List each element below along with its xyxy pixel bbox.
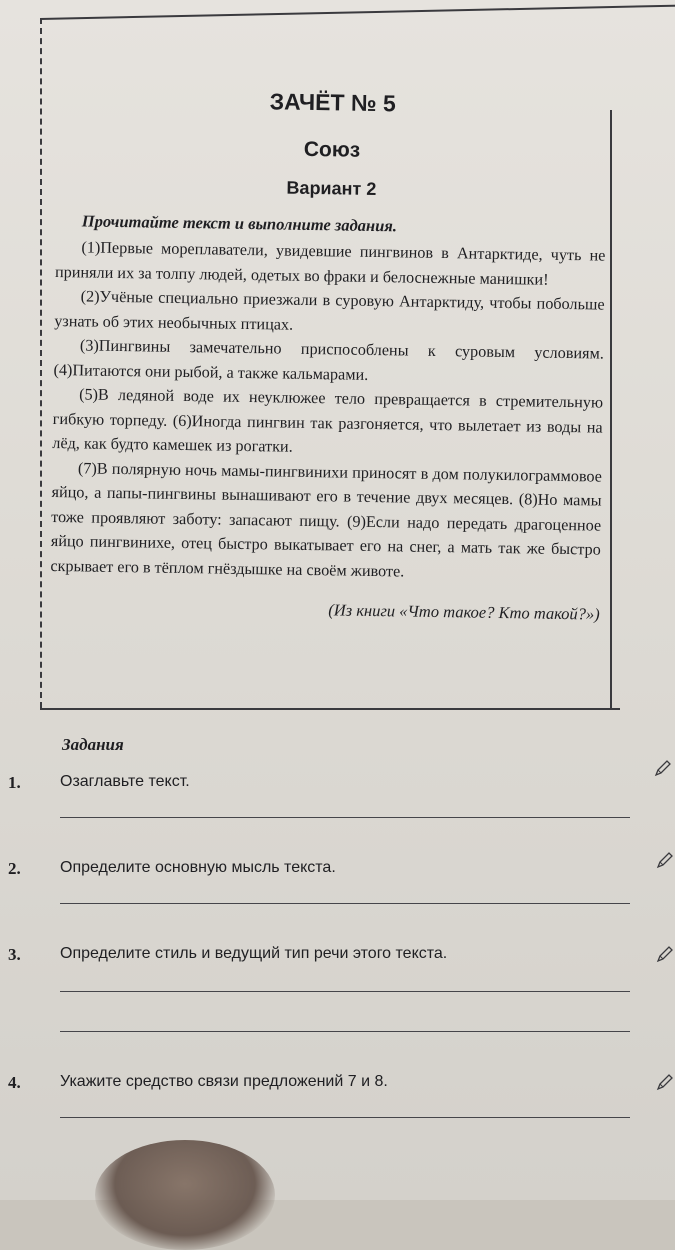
paragraph-4: (5)В ледяной воде их неуклюжее тело превращается в стремительную гибкую торпеду. (6)Иногда пингвин так разгоняется, что вылетает из воды на лёд, как будто камешек из рогатки. bbox=[52, 385, 604, 456]
tasks-heading: Задания bbox=[62, 735, 124, 754]
task-text: Определите основную мысль текста. bbox=[60, 859, 336, 876]
task-text: Озаглавьте текст. bbox=[60, 773, 190, 790]
task-number: 1. bbox=[8, 773, 21, 792]
frame-bottom-border bbox=[40, 708, 620, 710]
task-3 bbox=[8, 945, 648, 1073]
finger-thumb bbox=[95, 1140, 275, 1250]
task-number: 3. bbox=[8, 945, 21, 964]
frame-right-border bbox=[610, 110, 612, 710]
pencil-icon bbox=[656, 851, 674, 869]
paragraph-1: (1)Первые мореплаватели, увидевшие пингвинов в Антарктиде, чуть не приняли их за толпу людей, одетых во фраки и белоснежные манишки! bbox=[54, 238, 606, 289]
answer-line[interactable] bbox=[60, 903, 630, 904]
test-title: ЗАЧЁТ № 5 bbox=[269, 88, 396, 117]
tasks-section bbox=[8, 735, 648, 1159]
pencil-icon bbox=[654, 759, 672, 777]
task-number: 4. bbox=[8, 1073, 21, 1092]
paragraph-5: (7)В полярную ночь мамы-пингвинихи приносят в дом полукилограммовое яйцо, а папы-пингвины вынашивают его в течение двух месяцев. (8)Но мамы тоже проявляют заботу: запасают пищу. (9)Если надо передать драгоценное яйцо пингвинихе, отец быстро выкатывает его на снег, а мать так же быстро скрывает его в тёплом гнёздышке на своём животе. bbox=[50, 458, 603, 580]
answer-line[interactable] bbox=[60, 991, 630, 992]
task-4 bbox=[8, 1073, 648, 1159]
variant-title: Вариант 2 bbox=[286, 177, 377, 200]
task-1 bbox=[8, 773, 648, 859]
task-number: 2. bbox=[8, 859, 21, 878]
paragraph-2: (2)Учёные специально приезжали в суровую Антарктиду, чтобы побольше узнать об этих необычных птицах. bbox=[54, 287, 605, 334]
pencil-icon bbox=[656, 945, 674, 963]
answer-line[interactable] bbox=[60, 1031, 630, 1032]
frame-left-border bbox=[40, 18, 42, 708]
instruction: Прочитайте текст и выполните задания. bbox=[81, 211, 398, 236]
topic-title: Союз bbox=[303, 137, 361, 162]
reading-section bbox=[50, 85, 608, 625]
frame-top-border bbox=[40, 5, 675, 20]
paragraph-3: (3)Пингвины замечательно приспособлены к суровым условиям. (4)Питаются они рыбой, а также кальмарами. bbox=[53, 336, 604, 384]
source-citation: (Из книги «Что такое? Кто такой?») bbox=[328, 600, 600, 624]
task-text: Укажите средство связи предложений 7 и 8. bbox=[60, 1073, 388, 1090]
answer-line[interactable] bbox=[60, 817, 630, 818]
task-text: Определите стиль и ведущий тип речи этого текста. bbox=[60, 945, 448, 962]
task-2 bbox=[8, 859, 648, 945]
answer-line[interactable] bbox=[60, 1117, 630, 1118]
pencil-icon bbox=[656, 1073, 674, 1091]
